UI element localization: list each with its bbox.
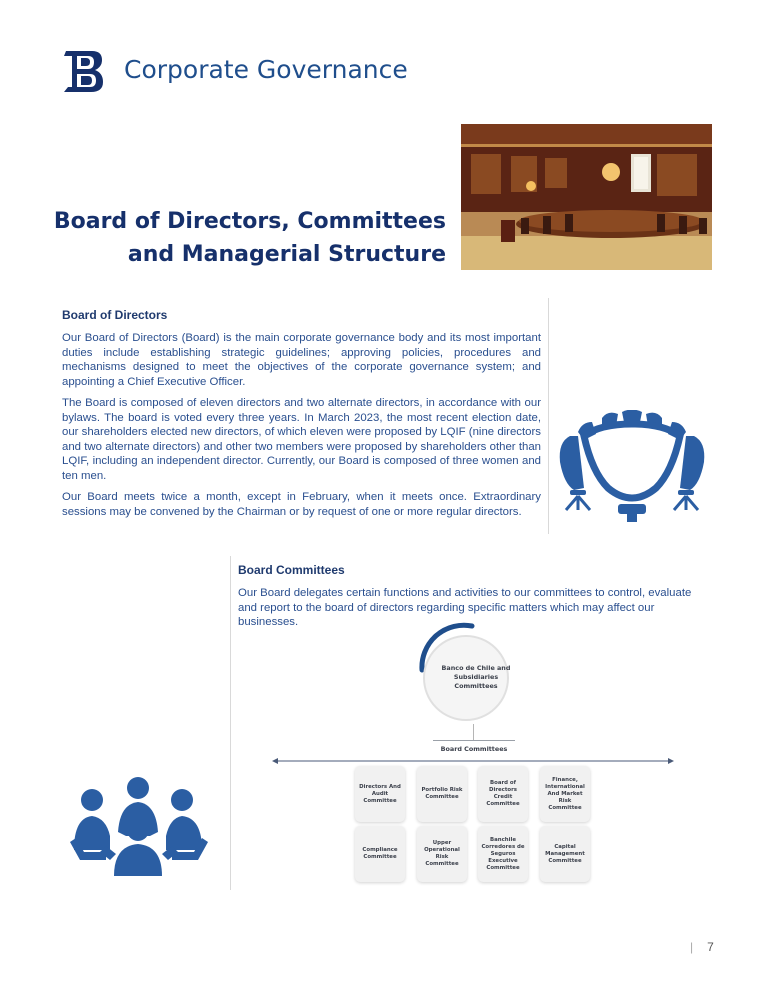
committees-divider [230, 556, 231, 890]
committee-box: Capital Management Committee [540, 826, 590, 882]
board-body [62, 331, 541, 526]
page-title-line2: and Managerial Structure [127, 242, 446, 267]
boardroom-photo [461, 124, 712, 270]
page-number-value: 7 [707, 940, 714, 954]
committees-intro: Our Board delegates certain functions and activities to our committees to control, evaluate and report to the board of directors regarding specific matters which may affect our businesses. [238, 587, 692, 628]
page-title-line1: Board of Directors, Committees [53, 209, 446, 234]
board-heading: Board of Directors [62, 308, 168, 322]
committee-box: Portfolio Risk Committee [417, 766, 467, 822]
org-connector [473, 724, 474, 740]
committee-box: Directors And Audit Committee [355, 766, 405, 822]
page-number [690, 940, 714, 954]
org-branch-label: Board Committees [440, 745, 508, 753]
section-title: Corporate Governance [124, 55, 408, 84]
committee-box: Compliance Committee [355, 826, 405, 882]
page-separator: | [690, 940, 694, 954]
page-title [54, 205, 446, 271]
org-branch-underline [433, 740, 515, 741]
committee-box: Finance, International And Market Risk Committee [540, 766, 590, 822]
bank-logo-icon [62, 47, 104, 95]
conference-table-icon [556, 410, 708, 526]
committees-heading: Board Committees [238, 563, 345, 577]
committee-box: Upper Operational Risk Committee [417, 826, 467, 882]
board-paragraph: The Board is composed of eleven directors and two alternate directors, in accordance with our bylaws. The board is voted every three years. In March 2023, the most recent election date, our shareholders elected new directors, of which eleven were proposed by LQIF (nine directors and two alternate directors) and other two members were proposed by shareholders other than LQIF, including an independent director. Currently, our Board is composed of three women and ten men. [62, 397, 541, 482]
board-paragraph: Our Board meets twice a month, except in February, when it meets once. Extraordinary sessions may be convened by the Chairman or by request of one or more regular directors. [62, 491, 541, 518]
committee-box: Board of Directors Credit Committee [478, 766, 528, 822]
meeting-people-icon [70, 776, 208, 878]
committee-box: Banchile Corredores de Seguros Executive Committee [478, 826, 528, 882]
column-divider [548, 298, 549, 534]
board-paragraph: Our Board of Directors (Board) is the main corporate governance body and its most important duties include establishing strategic guidelines; approving policies, procedures and mechanisms designed to meet the objectives of the corporate governance system; and appointing a Chief Executive Officer. [62, 332, 541, 388]
org-timeline-arrow [272, 756, 674, 766]
org-root-label: Banco de Chile and Subsidiaries Committees [441, 664, 511, 690]
